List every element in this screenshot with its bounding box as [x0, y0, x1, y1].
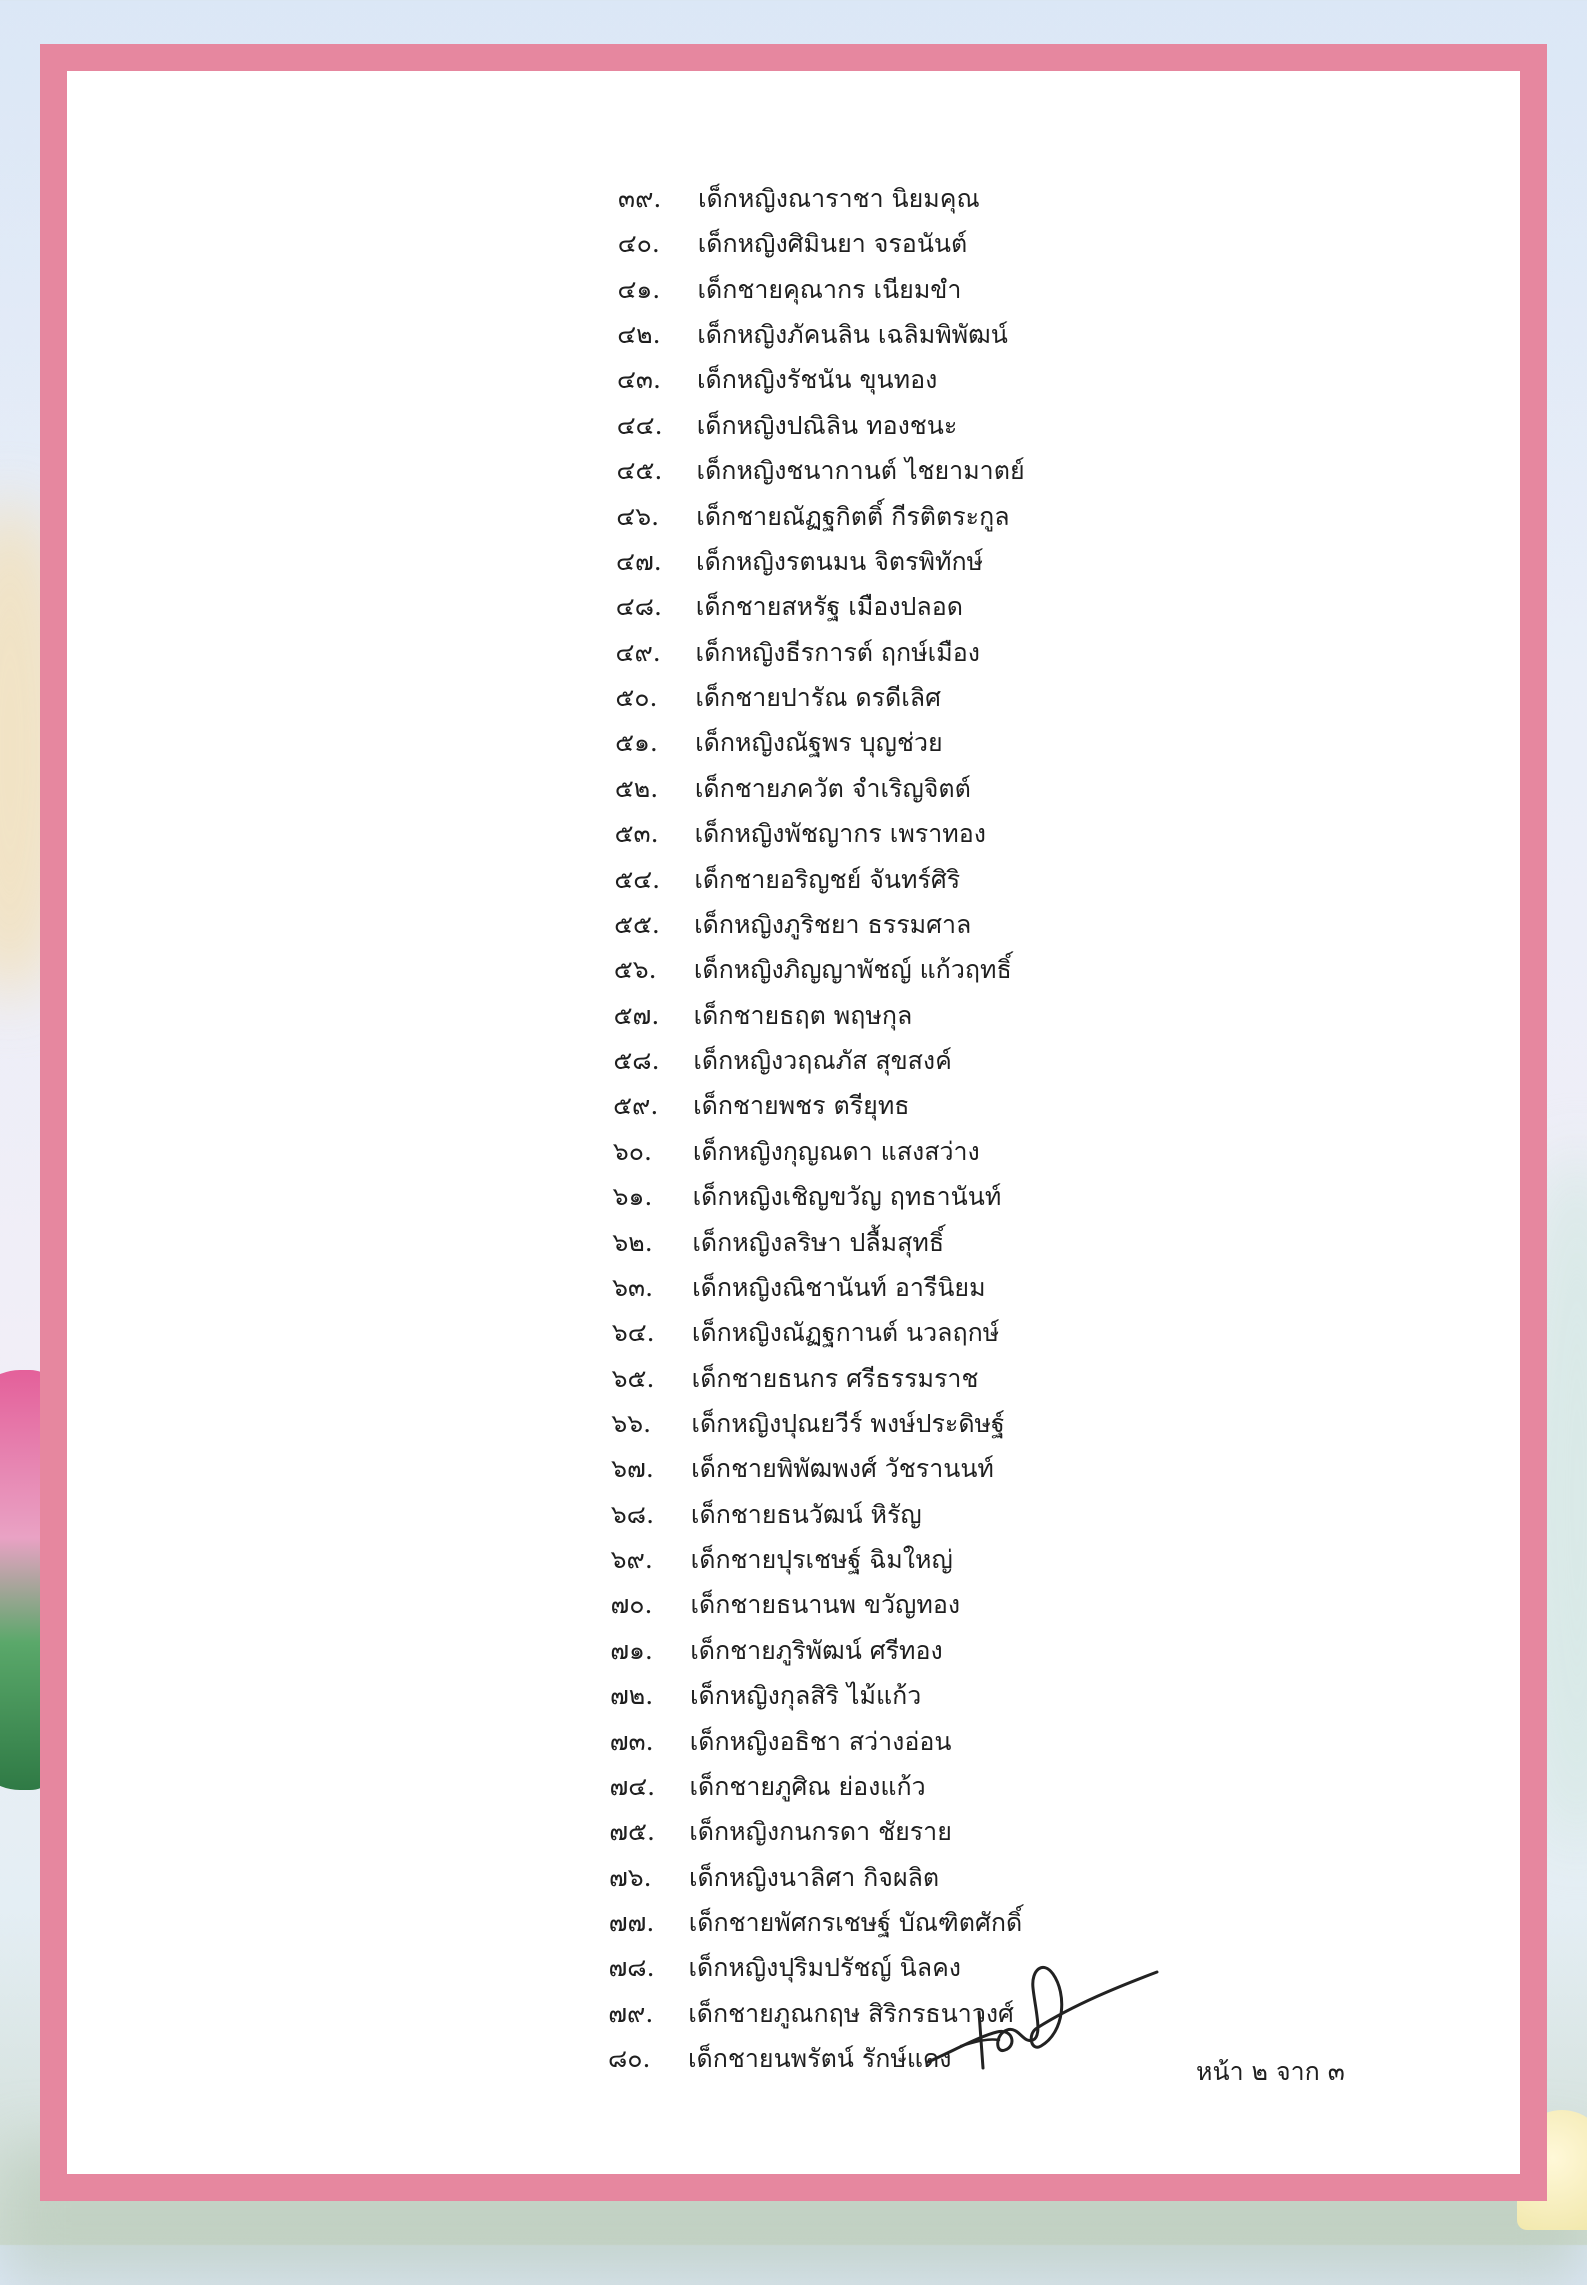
student-name: เด็กหญิงศิมินยา จรอนันต์ — [697, 229, 968, 259]
row-number: ๖๐. — [612, 1136, 652, 1166]
list-item — [616, 542, 983, 582]
list-item — [612, 1268, 985, 1308]
row-number: ๘๐. — [608, 2044, 651, 2074]
row-number: ๓๙. — [618, 184, 662, 213]
list-item — [608, 2039, 951, 2079]
list-item — [618, 224, 967, 264]
student-name: เด็กหญิงภิญญาพัชญ์ แก้วฤทธิ์ — [693, 955, 1012, 985]
list-item — [613, 1132, 980, 1172]
student-name: เด็กหญิงกุญณดา แสงสว่าง — [692, 1136, 980, 1166]
row-number: ๖๖. — [611, 1408, 652, 1438]
row-number: ๔๖. — [616, 501, 660, 531]
row-number: ๗๓. — [609, 1726, 654, 1756]
student-name: เด็กหญิงภัคนลิน เฉลิมพิพัฒน์ — [697, 320, 1008, 350]
student-name: เด็กชายณัฏฐกิตติ์ กีรติตระกูล — [696, 501, 1010, 531]
row-number: ๗๘. — [608, 1953, 655, 1983]
row-number: ๗๗. — [608, 1908, 655, 1938]
student-name: เด็กชายพชร ตรียุทธ — [693, 1091, 910, 1121]
list-item — [613, 1086, 909, 1126]
signature — [925, 1950, 1165, 2090]
row-number: ๗๔. — [609, 1771, 656, 1801]
student-name: เด็กชายปุรเชษฐ์ ฉิมใหญ่ — [690, 1545, 953, 1575]
row-number: ๕๐. — [615, 683, 658, 713]
student-name: เด็กหญิงกนกรดา ชัยราย — [689, 1817, 952, 1847]
list-item — [615, 814, 986, 854]
student-name: เด็กชายภควัต จำเริญจิตต์ — [694, 773, 971, 803]
student-name: เด็กหญิงธีรการต์ ฤกษ์เมือง — [695, 637, 980, 667]
student-name: เด็กหญิงณาราชา นิยมคุณ — [698, 184, 980, 213]
student-name: เด็กชายธฤต พฤษกุล — [693, 1000, 913, 1030]
list-item — [608, 1948, 961, 1988]
student-name: เด็กหญิงเชิญขวัญ ฤทธานันท์ — [692, 1182, 1002, 1212]
list-item — [617, 315, 1008, 355]
row-number: ๗๑. — [610, 1635, 653, 1665]
row-number: ๔๐. — [617, 229, 660, 259]
row-number: ๖๙. — [610, 1545, 653, 1575]
list-item — [612, 1359, 979, 1399]
row-number: ๕๕. — [614, 909, 660, 939]
row-number: ๔๙. — [615, 637, 661, 667]
student-name: เด็กชายคุณากร เนียมขำ — [697, 274, 962, 304]
row-number: ๗๕. — [609, 1817, 655, 1847]
list-item — [617, 360, 937, 400]
student-name: เด็กหญิงรัชนัน ขุนทอง — [697, 365, 938, 395]
row-number: ๕๑. — [615, 728, 658, 758]
list-item — [611, 1449, 994, 1489]
student-name: เด็กชายภูณกฤษ สิริกรธนาวงศ์ — [688, 1998, 1014, 2028]
row-number: ๗๙. — [608, 1998, 654, 2028]
list-item — [617, 451, 1025, 491]
row-number: ๖๔. — [611, 1318, 655, 1348]
row-number: ๔๘. — [615, 592, 662, 622]
list-item — [612, 1313, 999, 1353]
student-name: เด็กชายภูริพัฒน์ ศรีทอง — [690, 1635, 943, 1665]
row-number: ๔๓. — [617, 365, 661, 395]
row-number: ๔๕. — [616, 456, 663, 486]
student-name: เด็กชายสหรัฐ เมืองปลอด — [695, 592, 963, 622]
student-name: เด็กชายพัศกรเชษฐ์ บัณฑิตศักดิ์ — [688, 1908, 1023, 1938]
student-name: เด็กหญิงกุลสิริ ไม้แก้ว — [689, 1681, 922, 1711]
list-item — [618, 270, 962, 310]
student-name: เด็กชายธนานพ ขวัญทอง — [690, 1590, 961, 1620]
student-name: เด็กชายนพรัตน์ รักษ์แดง — [688, 2044, 952, 2074]
list-item — [609, 1767, 925, 1807]
list-item — [610, 1585, 960, 1625]
row-number: ๔๒. — [617, 320, 661, 350]
row-number: ๕๔. — [614, 864, 661, 894]
list-item — [613, 1041, 952, 1081]
student-name: เด็กชายภูศิณ ย่องแก้ว — [689, 1771, 926, 1801]
row-number: ๖๑. — [612, 1182, 653, 1212]
document-page-frame — [40, 44, 1547, 2201]
row-number: ๖๗. — [611, 1454, 654, 1484]
student-name: เด็กหญิงรตนมน จิตรพิทักษ์ — [696, 546, 984, 576]
list-item — [612, 1223, 944, 1263]
list-item — [616, 587, 963, 627]
row-number: ๗๖. — [608, 1862, 652, 1892]
student-name: เด็กหญิงพัชญากร เพราทอง — [694, 819, 986, 849]
student-name: เด็กหญิงปุณยวีร์ พงษ์ประดิษฐ์ — [691, 1408, 1005, 1438]
list-item — [614, 950, 1012, 990]
row-number: ๖๒. — [612, 1227, 653, 1257]
list-item — [609, 1812, 952, 1852]
student-name: เด็กหญิงณิชานันท์ อารีนิยม — [692, 1272, 986, 1302]
student-name: เด็กชายธนกร ศรีธรรมราช — [691, 1363, 979, 1393]
list-item — [615, 678, 941, 718]
list-item — [609, 1858, 939, 1898]
list-item — [616, 633, 980, 673]
student-name: เด็กหญิงณัฏฐกานต์ นวลฤกษ์ — [691, 1318, 1000, 1348]
student-name: เด็กหญิงปณิลิน ทองชนะ — [696, 410, 958, 440]
student-name: เด็กหญิงอธิชา สว่างอ่อน — [689, 1726, 952, 1756]
row-number: ๔๑. — [617, 274, 661, 304]
student-name: เด็กหญิงลริษา ปลื้มสุทธิ์ — [692, 1227, 945, 1257]
student-name: เด็กชายธนวัฒน์ หิรัญ — [690, 1499, 922, 1529]
list-item — [611, 1495, 922, 1535]
list-item — [615, 723, 943, 763]
list-item — [617, 406, 958, 446]
row-number: ๕๖. — [613, 955, 657, 985]
list-item — [609, 1903, 1023, 1943]
row-number: ๕๒. — [614, 773, 659, 803]
row-number: ๕๗. — [613, 1000, 660, 1030]
row-number: ๔๔. — [616, 410, 663, 440]
page-number-footer: หน้า ๒ จาก ๓ — [1196, 2057, 1345, 2086]
student-name: เด็กหญิงภูริชยา ธรรมศาล — [694, 909, 972, 939]
student-name: เด็กชายอริญชย์ จันทร์ศิริ — [694, 864, 961, 894]
list-item — [614, 860, 960, 900]
list-item — [618, 179, 980, 219]
row-number: ๖๕. — [611, 1363, 655, 1393]
list-item — [611, 1404, 1004, 1444]
row-number: ๕๓. — [614, 819, 659, 849]
row-number: ๗๒. — [609, 1681, 654, 1711]
student-name: เด็กหญิงชนากานต์ ไชยามาตย์ — [696, 456, 1025, 486]
row-number: ๕๘. — [613, 1046, 660, 1076]
list-item — [614, 905, 971, 945]
list-item — [614, 996, 913, 1036]
row-number: ๗๐. — [610, 1590, 653, 1620]
list-item — [615, 769, 971, 809]
student-name: เด็กชายพิพัฒพงศ์ วัชรานนท์ — [691, 1454, 994, 1484]
student-name: เด็กหญิงปุริมปรัชญ์ นิลคง — [688, 1953, 962, 1983]
list-item — [611, 1540, 953, 1580]
list-item — [616, 497, 1009, 537]
student-name: เด็กหญิงวฤณภัส สุขสงค์ — [693, 1046, 952, 1076]
row-number: ๖๓. — [612, 1272, 654, 1302]
list-item — [610, 1722, 952, 1762]
list-item — [610, 1676, 921, 1716]
row-number: ๖๘. — [610, 1499, 655, 1529]
student-name: เด็กชายปารัณ ดรดีเลิศ — [695, 683, 941, 713]
row-number: ๔๗. — [616, 546, 662, 576]
student-name: เด็กหญิงณัฐพร บุญช่วย — [695, 728, 943, 758]
list-item — [613, 1177, 1002, 1217]
row-number: ๕๙. — [613, 1091, 659, 1121]
list-item — [610, 1631, 943, 1671]
student-name: เด็กหญิงนาลิศา กิจผลิต — [688, 1862, 940, 1892]
